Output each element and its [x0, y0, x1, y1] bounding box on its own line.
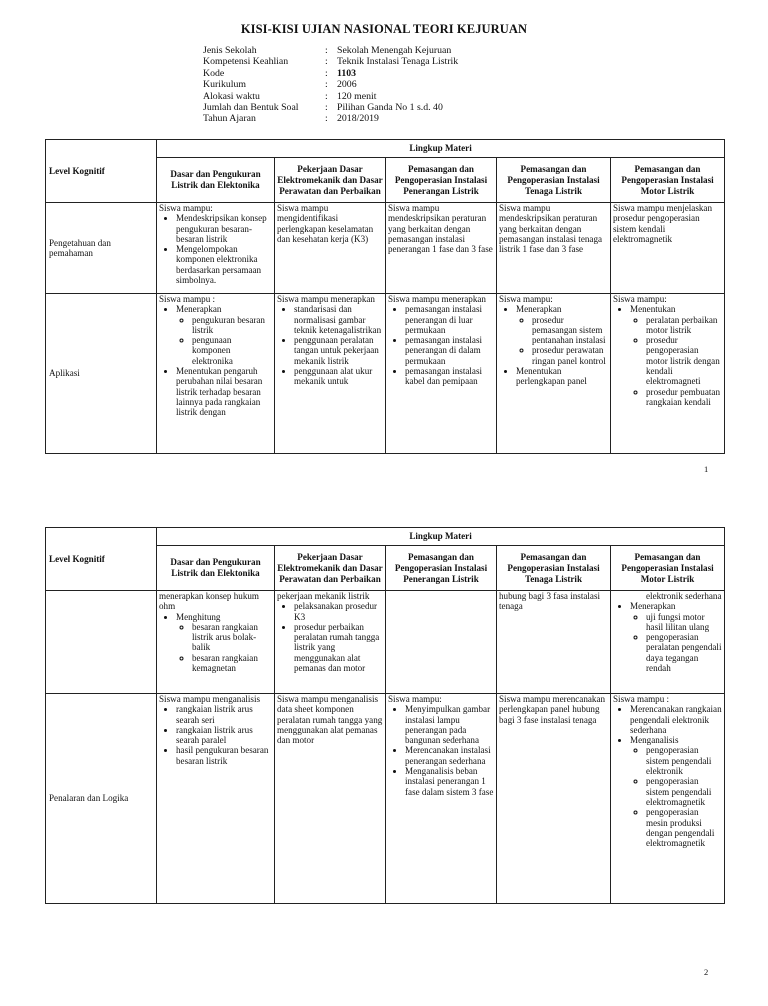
meta-label: Jenis Sekolah [203, 45, 257, 56]
bullet-item [516, 304, 608, 366]
bullet-item [405, 745, 494, 766]
bullet-text: hasil pengukuran besaran besaran listrik [176, 745, 269, 766]
bullet-item [405, 335, 494, 366]
sub-list-item: ◦ besaran rangkaian listrik arus bolak-balik [192, 622, 272, 653]
sub-list [630, 612, 722, 674]
cell-intro: Siswa mampu menjelaskan prosedur pengoperasian sistem kendali elektromagnetik [613, 203, 713, 244]
bullet-text: pemasangan instalasi penerangan di luar permukaan [405, 304, 483, 335]
bullet-text: Menyimpulkan gambar instalasi lampu penerangan pada bangunan sederhana [405, 704, 491, 746]
cell-intro: Siswa mampu mendeskripsikan peraturan yang berkaitan dengan pemasangan instalasi penerangan 1 fase dan 3 fase [388, 203, 493, 255]
cell-intro: Siswa mampu mendeskripsikan peraturan yang berkaitan dengan pemasangan instalasi tenaga listrik 1 fase dan 3 fase [499, 203, 603, 255]
bullet-text: prosedur perbaikan peralatan rumah tangga listrik yang menggunakan alat pemanas dan motor [294, 621, 380, 674]
bullet-item [294, 366, 383, 387]
column-header: Pemasangan dan Pengoperasian Instalasi Tenaga Listrik [497, 158, 611, 203]
sub-list-item: ◦ pengunaan komponen elektronika [192, 335, 272, 366]
bullet-text: standarisasi dan normalisasi gambar teknik ketenagalistrikan [294, 304, 382, 335]
bullet-list [613, 601, 722, 673]
bullet-text: Menentukan [630, 304, 676, 315]
meta-value: 2018/2019 [337, 113, 379, 125]
meta-row [203, 113, 458, 124]
column-header: Pekerjaan Dasar Elektromekanik dan Dasar Perawatan dan Perbaikan [275, 546, 386, 591]
bullet-item [176, 745, 272, 766]
cell-intro: Siswa mampu: [388, 694, 442, 704]
meta-separator: : [325, 45, 328, 56]
meta-label: Jumlah dan Bentuk Soal [203, 102, 299, 114]
level-kognitif-cell: Pengetahuan dan pemahaman [46, 203, 157, 294]
bullet-text: Mendeskripsikan konsep pengukuran besaran-besaran listrik [176, 213, 267, 244]
level-kognitif-cell: Penalaran dan Logika [46, 694, 157, 904]
meta-separator: : [325, 113, 328, 125]
materi-cell [157, 294, 275, 454]
meta-value: Sekolah Menengah Kejuruan [337, 45, 452, 56]
bullet-text: rangkaian listrik arus searah paralel [176, 724, 253, 746]
meta-separator: : [325, 56, 328, 68]
cell-intro: Siswa mampu menganalisis [159, 694, 261, 704]
meta-row [203, 79, 458, 90]
bullet-text: penggunaan alat ukur mekanik untuk [294, 366, 373, 387]
meta-label: Tahun Ajaran [203, 113, 256, 125]
bullet-list [159, 304, 272, 417]
bullet-text: penggunaan peralatan tangan untuk pekerjaan mekanik listrik [294, 335, 379, 366]
bullet-list [159, 704, 272, 766]
bullet-text: Menganalisis beban instalasi penerangan 1 fase dalam sistem 3 fase [405, 766, 494, 797]
materi-cell [157, 203, 275, 294]
column-header: Pemasangan dan Pengoperasian Instalasi Motor Listrik [611, 158, 725, 203]
materi-cell [275, 591, 386, 694]
bullet-list [388, 704, 494, 797]
level-kognitif-header: Level Kognitif [46, 528, 157, 591]
sub-list-item: ◦ peralatan perbaikan motor listrik [646, 315, 722, 336]
bullet-item [630, 601, 722, 673]
cell-intro: Siswa mampu: [613, 294, 667, 304]
sub-list-item: ◦ pengoperasian sistem pengendali elektromagnetik [646, 776, 722, 807]
materi-cell [275, 203, 386, 294]
materi-cell [275, 694, 386, 904]
meta-value: 120 menit [337, 90, 377, 102]
bullet-item [630, 304, 722, 407]
bullet-list [388, 304, 494, 386]
bullet-item [176, 304, 272, 366]
sub-list-item: ◦ pengoperasian peralatan pengendali daya tegangan rendah [646, 632, 722, 673]
cell-intro: menerapkan konsep hukum ohm [159, 591, 260, 612]
meta-separator: : [325, 90, 328, 102]
cell-intro: Siswa mampu : [613, 694, 670, 704]
bullet-text: Menerapkan [516, 304, 562, 315]
materi-cell [611, 203, 725, 294]
meta-value: 1103 [337, 67, 357, 79]
sub-list [613, 591, 722, 601]
meta-row [203, 45, 458, 56]
level-kognitif-cell [46, 591, 157, 694]
materi-cell [497, 203, 611, 294]
materi-cell [157, 591, 275, 694]
materi-cell [386, 591, 497, 694]
sub-list-item: ◦ prosedur pemasangan sistem pentanahan instalasi [532, 315, 608, 346]
bullet-list [613, 304, 722, 407]
bullet-text: Menerapkan [176, 304, 222, 315]
bullet-list [613, 704, 722, 848]
bullet-list [159, 213, 272, 285]
level-kognitif-header: Level Kognitif [46, 140, 157, 203]
bullet-text: Mengelompokan komponen elektronika berdasarkan persamaan simbolnya. [176, 244, 262, 286]
sub-list-item: ◦ pengoperasian mesin produksi dengan pengendali elektromagnetik [646, 807, 722, 848]
meta-separator: : [325, 67, 328, 79]
materi-cell [386, 203, 497, 294]
lingkup-materi-header: Lingkup Materi [157, 140, 725, 158]
cell-intro: Siswa mampu mengidentifikasi perlengkapan keselamatan dan kesehatan kerja (K3) [277, 203, 374, 244]
meta-value: 2006 [337, 79, 357, 91]
bullet-text: pemasangan instalasi penerangan di dalam permukaan [405, 335, 483, 366]
sub-list-item: ◦ pengukuran besaran listrik [192, 315, 272, 336]
bullet-item [516, 366, 608, 387]
exam-metadata [203, 45, 458, 125]
cell-intro: Siswa mampu menganalisis data sheet komponen peralatan rumah tangga yang menggunakan alat pemanas dan motor [277, 694, 383, 746]
bullet-list [159, 612, 272, 674]
sub-list [630, 745, 722, 848]
materi-cell [497, 294, 611, 454]
bullet-list [277, 601, 383, 673]
cell-intro: Siswa mampu: [159, 203, 213, 213]
meta-label: Kurikulum [203, 79, 246, 91]
column-header: Pemasangan dan Pengoperasian Instalasi Motor Listrik [611, 546, 725, 591]
bullet-item [176, 366, 272, 417]
sub-list-item: ◦ prosedur pengoperasian motor listrik dengan kendali elektromagneti [646, 335, 722, 386]
bullet-item [176, 612, 272, 674]
bullet-item [630, 735, 722, 848]
column-header: Pemasangan dan Pengoperasian Instalasi Penerangan Listrik [386, 546, 497, 591]
bullet-item [630, 704, 722, 735]
meta-label: Kompetensi Keahlian [203, 56, 289, 68]
lingkup-materi-header: Lingkup Materi [157, 528, 725, 546]
cell-intro: pekerjaan mekanik listrik [277, 591, 370, 601]
materi-cell [611, 294, 725, 454]
page-number-1: 1 [704, 464, 709, 474]
meta-label: Kode [203, 67, 225, 79]
cell-intro: Siswa mampu menerapkan [388, 294, 486, 304]
bullet-text: Menentukan pengaruh perubahan nilai besaran listrik terhadap besaran lainnya pada rangkaian listrik dengan [176, 366, 263, 418]
sub-list-item: ◦ pengoperasian sistem pengendali elektronik [646, 745, 722, 776]
bullet-item [405, 366, 494, 387]
page-number-2: 2 [704, 967, 709, 977]
meta-row [203, 91, 458, 102]
bullet-item [294, 622, 383, 673]
cell-intro: Siswa mampu merencanakan perlengkapan panel hubung bagi 3 fase instalasi tenaga [499, 694, 606, 725]
bullet-item [294, 304, 383, 335]
sub-list [630, 315, 722, 408]
materi-cell [386, 294, 497, 454]
kisi-table-page-1 [45, 139, 725, 454]
cell-intro: hubung bagi 3 fasa instalasi tenaga [499, 591, 601, 612]
column-header: Dasar dan Pengukuran Listrik dan Elektonika [157, 158, 275, 203]
bullet-text: pelaksanakan prosedur K3 [294, 601, 378, 622]
meta-separator: : [325, 102, 328, 114]
materi-cell [497, 694, 611, 904]
sub-list-item: ◦ prosedur perawatan ringan panel kontrol [532, 345, 608, 366]
meta-value: Teknik Instalasi Tenaga Listrik [337, 56, 459, 68]
bullet-text: Menghitung [176, 611, 221, 622]
bullet-item [176, 244, 272, 285]
bullet-text: Menganalisis [630, 735, 679, 746]
bullet-item [176, 725, 272, 746]
meta-row [203, 102, 458, 113]
sub-list [516, 315, 608, 366]
meta-label: Alokasi waktu [203, 90, 260, 102]
bullet-text: Menentukan perlengkapan panel [516, 366, 587, 387]
meta-separator: : [325, 79, 328, 91]
bullet-text: rangkaian listrik arus searah seri [176, 704, 253, 725]
level-kognitif-cell: Aplikasi [46, 294, 157, 454]
materi-cell [386, 694, 497, 904]
cell-intro: Siswa mampu : [159, 294, 216, 304]
bullet-item [405, 304, 494, 335]
bullet-text: Merencanakan rangkaian pengendali elektronik sederhana [630, 704, 722, 735]
meta-row [203, 68, 458, 79]
sub-list [176, 315, 272, 366]
materi-cell [611, 694, 725, 904]
cell-intro: Siswa mampu: [499, 294, 553, 304]
bullet-list [499, 304, 608, 386]
cell-intro: Siswa mampu menerapkan [277, 294, 375, 304]
bullet-text: Menerapkan [630, 601, 676, 612]
kisi-table-page-2 [45, 527, 725, 904]
bullet-item [294, 601, 383, 622]
materi-cell [157, 694, 275, 904]
sub-list-item: ◦ uji fungsi motor hasil lilitan ulang [646, 612, 722, 633]
sub-list-item: elektronik sederhana [646, 591, 722, 601]
meta-row [203, 56, 458, 67]
column-header: Pekerjaan Dasar Elektromekanik dan Dasar Perawatan dan Perbaikan [275, 158, 386, 203]
column-header: Dasar dan Pengukuran Listrik dan Elektonika [157, 546, 275, 591]
bullet-text: pemasangan instalasi kabel dan pemipaan [405, 366, 483, 387]
sub-list-item: ◦ besaran rangkaian kemagnetan [192, 653, 272, 674]
sub-list [176, 622, 272, 673]
bullet-item [405, 766, 494, 797]
materi-cell [275, 294, 386, 454]
document-title: KISI-KISI UJIAN NASIONAL TEORI KEJURUAN [240, 22, 528, 36]
bullet-item [176, 704, 272, 725]
sub-list-item: ◦ prosedur pembuatan rangkaian kendali [646, 387, 722, 408]
bullet-item [405, 704, 494, 745]
bullet-item [176, 213, 272, 244]
bullet-item [294, 335, 383, 366]
bullet-list [277, 304, 383, 386]
bullet-text: Merencanakan instalasi penerangan sederhana [405, 745, 491, 766]
column-header: Pemasangan dan Pengoperasian Instalasi Tenaga Listrik [497, 546, 611, 591]
materi-cell [497, 591, 611, 694]
column-header: Pemasangan dan Pengoperasian Instalasi Penerangan Listrik [386, 158, 497, 203]
materi-cell [611, 591, 725, 694]
meta-value: Pilihan Ganda No 1 s.d. 40 [337, 102, 443, 114]
